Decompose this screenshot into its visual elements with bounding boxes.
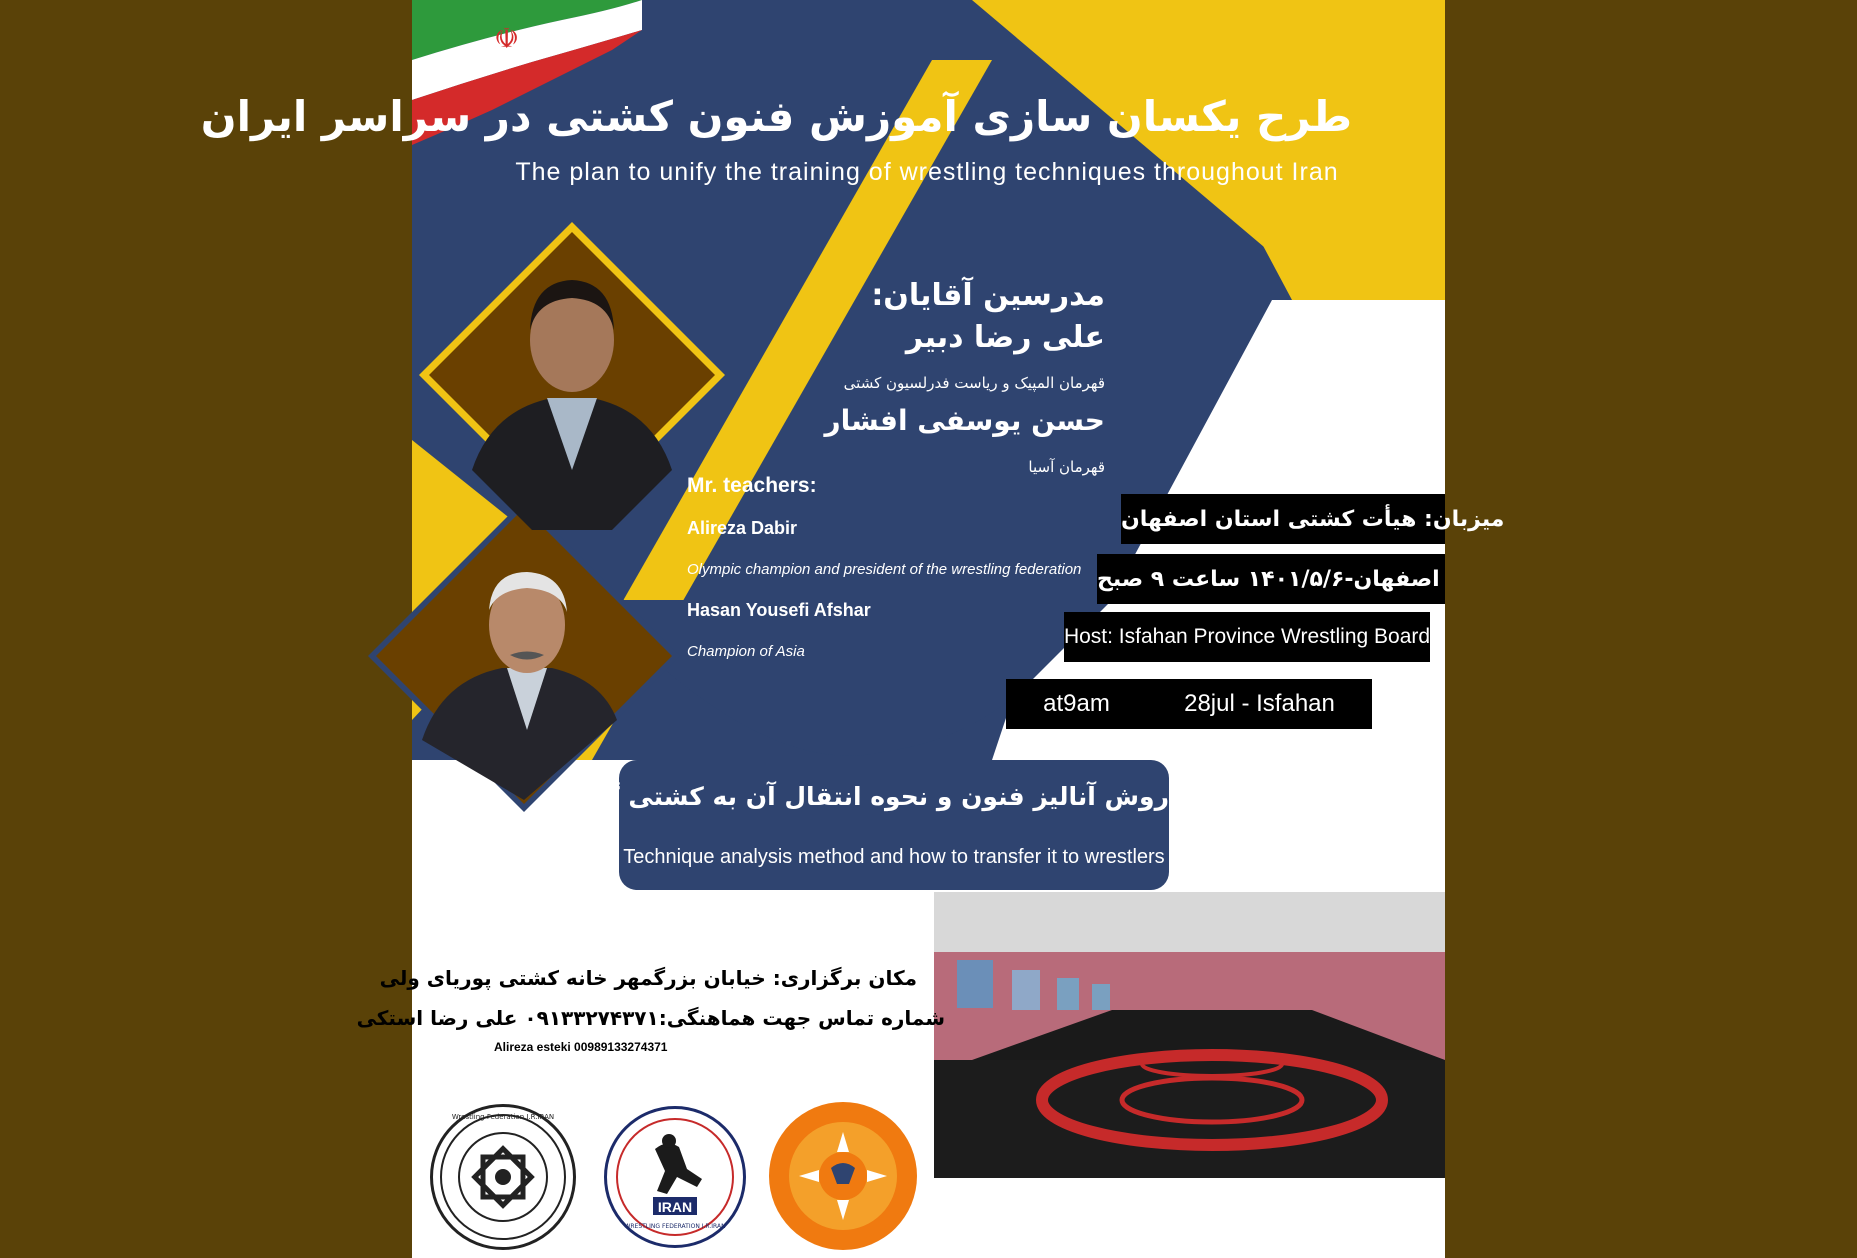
time-text-en: at9am — [1043, 690, 1110, 717]
sun-wrestler-icon — [769, 1102, 917, 1250]
host-text-fa: میزبان: هیأت کشتی استان اصفهان — [1121, 506, 1505, 532]
host-box-fa — [1121, 494, 1505, 544]
logo2-label: IRAN — [657, 1199, 693, 1215]
event-poster — [200, 0, 1505, 1258]
svg-text:☫: ☫ — [494, 22, 520, 55]
board-emblem-icon — [433, 1107, 573, 1247]
teacher2-title-en: Champion of Asia — [687, 643, 805, 660]
date-text-en: 28jul - Isfahan — [1184, 690, 1335, 717]
topic-text-fa: روش آنالیز فنون و نحوه انتقال آن به کشتی گیران — [549, 782, 1169, 811]
iran-wrestling-federation-logo — [604, 1106, 746, 1248]
logo2-ring-text: WRESTLING FEDERATION I.R.IRAN — [624, 1223, 726, 1230]
topic-box — [549, 760, 1169, 890]
teacher1-name-en: Alireza Dabir — [687, 518, 798, 538]
teacher2-title-fa: قهرمان آسیا — [1028, 458, 1105, 476]
teacher2-name-fa: حسن یوسفی افشار — [824, 404, 1105, 437]
gym-photo — [934, 892, 1445, 1178]
date-text-fa: اصفهان-۱۴۰۱/۵/۶ ساعت ۹ صبح — [1097, 566, 1440, 592]
isfahan-wrestling-board-logo — [430, 1104, 576, 1250]
venue-text-fa: مکان برگزاری: خیابان بزرگمهر خانه کشتی پوریای ولی — [379, 966, 917, 990]
host-text-en: Host: Isfahan Province Wrestling Board — [1063, 625, 1431, 648]
logo1-ring-text: Wrestling Federation I.R.IRAN — [451, 1113, 555, 1121]
teacher1-title-en: Olympic champion and president of the wrestling federation — [687, 561, 1082, 578]
date-box-fa — [1097, 554, 1445, 604]
teacher1-title-fa: قهرمان المپیک و ریاست فدرلسیون کشتی — [843, 374, 1105, 392]
title-persian: طرح یکسان سازی آموزش فنون کشتی در سراسر ایران — [200, 92, 1352, 141]
teacher1-name-fa: علی رضا دبیر — [905, 320, 1105, 355]
title-english: The plan to unify the training of wrestling techniques throughout Iran — [515, 158, 1339, 186]
teachers-heading-en: Mr. teachers: — [687, 474, 817, 497]
topic-text-en: Technique analysis method and how to transfer it to wrestlers — [623, 846, 1165, 868]
teachers-heading-fa: مدرسین آقایان: — [871, 278, 1105, 313]
contact-text-fa: شماره تماس جهت هماهنگی:۰۹۱۳۳۲۷۴۳۷۱ علی رضا استکی — [356, 1006, 945, 1030]
wrestling-sun-logo — [769, 1102, 917, 1250]
host-box-en — [1064, 612, 1430, 662]
contact-text-en: Alireza esteki 00989133274371 — [494, 1040, 668, 1054]
teacher2-name-en: Hasan Yousefi Afshar — [687, 600, 871, 620]
date-box-en — [1006, 679, 1372, 729]
